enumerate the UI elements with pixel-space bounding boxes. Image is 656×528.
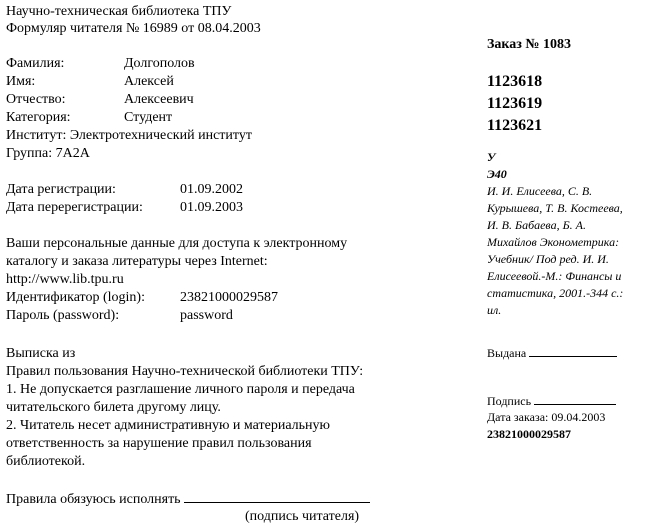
citation-line: статистика, 2001.-344 с.: — [487, 286, 624, 300]
citation-line: ил. — [487, 303, 502, 317]
reregistration-date-label: Дата перерегистрации: — [6, 200, 143, 215]
category-value: Студент — [124, 110, 173, 125]
name-label: Имя: — [6, 74, 36, 89]
reregistration-date-value: 01.09.2003 — [180, 200, 243, 215]
library-url: http://www.lib.tpu.ru — [6, 272, 124, 287]
citation-line: И. И. Елисеева, С. В. — [487, 184, 593, 198]
issued-label: Выдана — [487, 346, 527, 360]
order-number: 1123619 — [487, 95, 543, 112]
rules-line: читательского билета другому лицу. — [6, 400, 221, 415]
access-intro-line1: Ваши персональные данные для доступа к электронному — [6, 236, 348, 251]
pledge-line — [6, 489, 370, 509]
issued-signature-line — [529, 345, 617, 357]
login-label: Идентификатор (login): — [6, 290, 145, 305]
reader-signature-line — [184, 489, 370, 503]
password-value: password — [180, 308, 233, 323]
udc-letter: У — [487, 150, 496, 164]
order-date: Дата заказа: 09.04.2003 — [487, 410, 606, 424]
rules-line: 1. Не допускается разглашение личного пароля и передача — [6, 382, 355, 397]
signature-line — [487, 393, 616, 410]
order-number: 1123618 — [487, 73, 543, 90]
issued-line — [487, 345, 617, 362]
surname-label: Фамилия: — [6, 56, 65, 71]
rules-line: Выписка из — [6, 346, 76, 361]
order-number: 1123621 — [487, 117, 543, 134]
order-title: Заказ № 1083 — [487, 37, 571, 52]
signature-caption: (подпись читателя) — [245, 509, 360, 524]
registration-date-label: Дата регистрации: — [6, 182, 116, 197]
access-intro-line2: каталогу и заказа литературы через Internet: — [6, 254, 268, 269]
citation-line: И. В. Бабаева, Б. А. — [487, 218, 586, 232]
password-label: Пароль (password): — [6, 308, 120, 323]
library-title: Научно-техническая библиотека ТПУ — [6, 4, 232, 19]
surname-value: Долгополов — [124, 56, 195, 71]
udc-code: Э40 — [487, 167, 507, 181]
login-value: 23821000029587 — [180, 290, 278, 305]
citation-line: Курышева, Т. В. Костеева, — [487, 201, 623, 215]
registration-date-value: 01.09.2002 — [180, 182, 243, 197]
rules-line: библиотекой. — [6, 454, 86, 469]
signature-label: Подпись — [487, 394, 532, 408]
rules-line: Правил пользования Научно-технической библиотеки ТПУ: — [6, 364, 364, 379]
form-number-line: Формуляр читателя № 16989 от 08.04.2003 — [6, 21, 261, 36]
name-value: Алексей — [124, 74, 174, 89]
reader-id: 23821000029587 — [487, 427, 571, 441]
patronymic-value: Алексеевич — [124, 92, 194, 107]
order-signature-line — [534, 393, 616, 405]
institute-line: Институт: Электротехнический институт — [6, 128, 252, 143]
pledge-text: Правила обязуюсь исполнять — [6, 492, 181, 507]
rules-line: 2. Читатель несет административную и материальную — [6, 418, 330, 433]
rules-line: ответственность за нарушение правил пользования — [6, 436, 312, 451]
citation-line: Елисеевой.-М.: Финансы и — [487, 269, 622, 283]
patronymic-label: Отчество: — [6, 92, 66, 107]
group-line: Группа: 7А2А — [6, 146, 90, 161]
citation-line: Учебник/ Под ред. И. И. — [487, 252, 609, 266]
citation-line: Михайлов Эконометрика: — [487, 235, 620, 249]
category-label: Категория: — [6, 110, 71, 125]
